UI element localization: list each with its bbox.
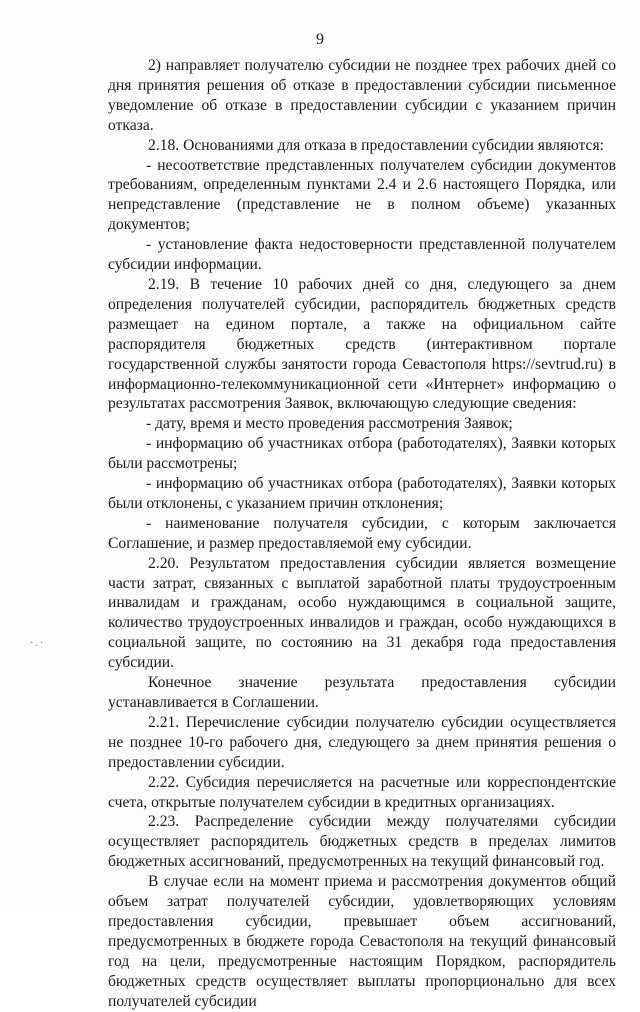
paragraph-final-value: Конечное значение результата предоставления субсидии устанавливается в Соглашении. xyxy=(108,674,616,711)
list-item-document-mismatch: - несоответствие представленных получателем субсидии документов требованиям, определенным пунктами 2.4 и 2.6 настоящего Порядка, или непредставление (представление не в полном объеме) указанных документов; xyxy=(108,156,616,234)
paragraph-proportional-payment: В случае если на момент приема и рассмотрения документов общий объем затрат получателей субсидии, удовлетворяющих условиям предоставления субсидии, превышает объем ассигнований, предусмотренных в бюджете города Севастополя на текущий финансовый год на цели, предусмотренные настоящим Порядком, распорядитель бюджетных средств осуществляет выплаты пропорционально для всех получателей субсидии xyxy=(108,873,616,1010)
list-item-reviewed-participants: - информацию об участниках отбора (работодателях), Заявки которых были рассмотрены; xyxy=(108,435,616,473)
list-item-rejected-participants: - информацию об участниках отбора (работодателях), Заявки которых были отклонены, с указанием причин отклонения; xyxy=(108,475,616,512)
list-item-date-time-place: - дату, время и место проведения рассмотрения Заявок; xyxy=(146,415,513,433)
paragraph-2-22: 2.22. Субсидия перечисляется на расчетные или корреспондентские счета, открытые получателем субсидии в кредитных организациях. xyxy=(108,773,616,811)
paragraph-2-18-heading: 2.18. Основаниями для отказа в предоставлении субсидии являются: xyxy=(148,136,604,154)
paragraph-2-20: 2.20. Результатом предоставления субсидии является возмещение части затрат, связанных с выплатой заработной платы трудоустроенным инвалидам и гражданам, особо нуждающимся в социальной защите, количество трудоустроенных инвалидов и граждан, особо нуждающихся в социальной защите, по состоянию на 31 декабря года предоставления субсидии. xyxy=(108,554,616,672)
list-item-false-information: - установление факта недостоверности представленной получателем субсидии информации. xyxy=(108,236,616,274)
list-item-recipient-name: - наименование получателя субсидии, с которым заключается Соглашение, и размер предоставляемой ему субсидии. xyxy=(108,514,616,552)
document-body xyxy=(108,56,616,1012)
paragraph-2-23: 2.23. Распределение субсидии между получателями субсидии осуществляет распорядитель бюджетных средств в пределах лимитов бюджетных ассигнований, предусмотренных на текущий финансовый год. xyxy=(108,813,616,871)
paragraph-refusal-notice: 2) направляет получателю субсидии не позднее трех рабочих дней со дня принятия решения об отказе в предоставлении субсидии письменное уведомление об отказе в предоставлении субсидии с указанием причин отказа. xyxy=(108,57,616,134)
page-number: 9 xyxy=(316,31,324,48)
margin-mark: ·.· xyxy=(30,638,46,649)
paragraph-2-19: 2.19. В течение 10 рабочих дней со дня, следующего за днем определения получателей субсидии, распорядитель бюджетных средств размещает на едином портале, а также на официальном сайте распорядителя бюджетных средств (интерактивном портале государственной службы занятости города Севастополя https://sevtrud.ru) в информационно-телекоммуникационной сети «Интернет» информацию о результатах рассмотрения Заявок, включающую следующие сведения: xyxy=(108,275,616,413)
paragraph-2-21: 2.21. Перечисление субсидии получателю субсидии осуществляется не позднее 10-го рабочего дня, следующего за днем принятия решения о предоставлении субсидии. xyxy=(108,713,616,771)
